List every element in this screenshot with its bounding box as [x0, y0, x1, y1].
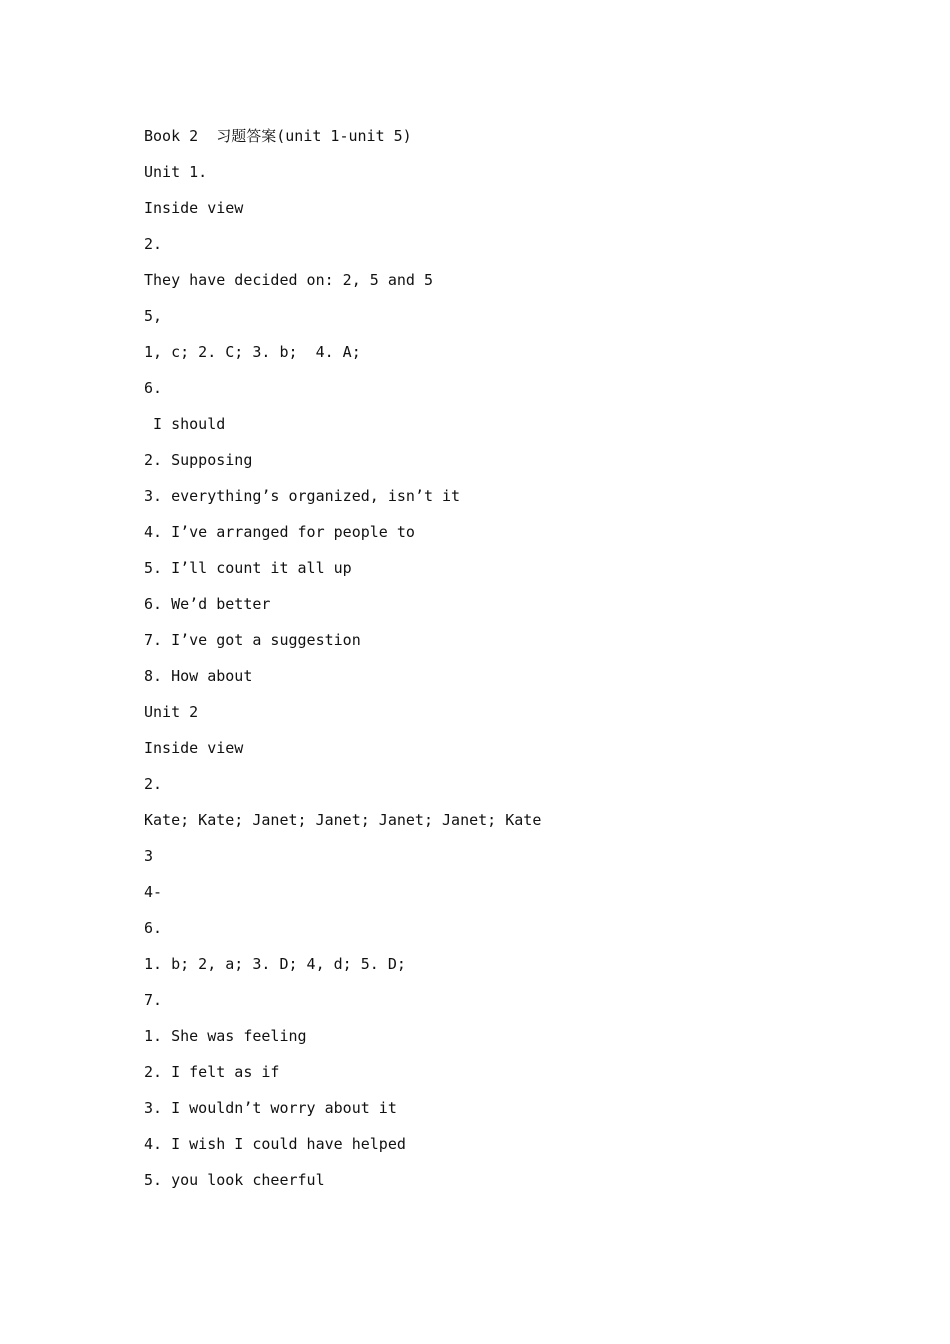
- exercise-number: 6.: [144, 379, 163, 397]
- answer-line: 7. I’ve got a suggestion: [144, 631, 361, 649]
- answer-line: 5. you look cheerful: [144, 1171, 325, 1189]
- answer-line: 2. I felt as if: [144, 1063, 280, 1081]
- answer-line: They have decided on: 2, 5 and 5: [144, 271, 433, 289]
- answer-line: 5. I’ll count it all up: [144, 559, 352, 577]
- exercise-number: 5,: [144, 307, 163, 325]
- answer-line: 3. I wouldn’t worry about it: [144, 1099, 397, 1117]
- unit-heading: Unit 1.: [144, 163, 208, 181]
- exercise-number: 7.: [144, 991, 163, 1009]
- answer-line: I should: [144, 415, 226, 433]
- answer-line: 1. She was feeling: [144, 1027, 307, 1045]
- section-heading: Inside view: [144, 739, 244, 757]
- exercise-number: 3: [144, 847, 154, 865]
- exercise-number: 2.: [144, 235, 163, 253]
- answer-line: 4. I’ve arranged for people to: [144, 523, 415, 541]
- document-body: [144, 126, 844, 1206]
- document-title: Book 2 习题答案(unit 1-unit 5): [144, 127, 412, 145]
- unit-heading: Unit 2: [144, 703, 199, 721]
- answer-line: 1. b; 2, a; 3. D; 4, d; 5. D;: [144, 955, 406, 973]
- answer-line: 1, c; 2. C; 3. b; 4. A;: [144, 343, 361, 361]
- answer-line: 3. everything’s organized, isn’t it: [144, 487, 461, 505]
- answer-line: 6. We’d better: [144, 595, 271, 613]
- answer-line: 8. How about: [144, 667, 253, 685]
- answer-line: 2. Supposing: [144, 451, 253, 469]
- answer-line: Kate; Kate; Janet; Janet; Janet; Janet; Kate: [144, 811, 542, 829]
- section-heading: Inside view: [144, 199, 244, 217]
- exercise-number: 6.: [144, 919, 163, 937]
- exercise-number: 4-: [144, 883, 163, 901]
- exercise-number: 2.: [144, 775, 163, 793]
- answer-line: 4. I wish I could have helped: [144, 1135, 406, 1153]
